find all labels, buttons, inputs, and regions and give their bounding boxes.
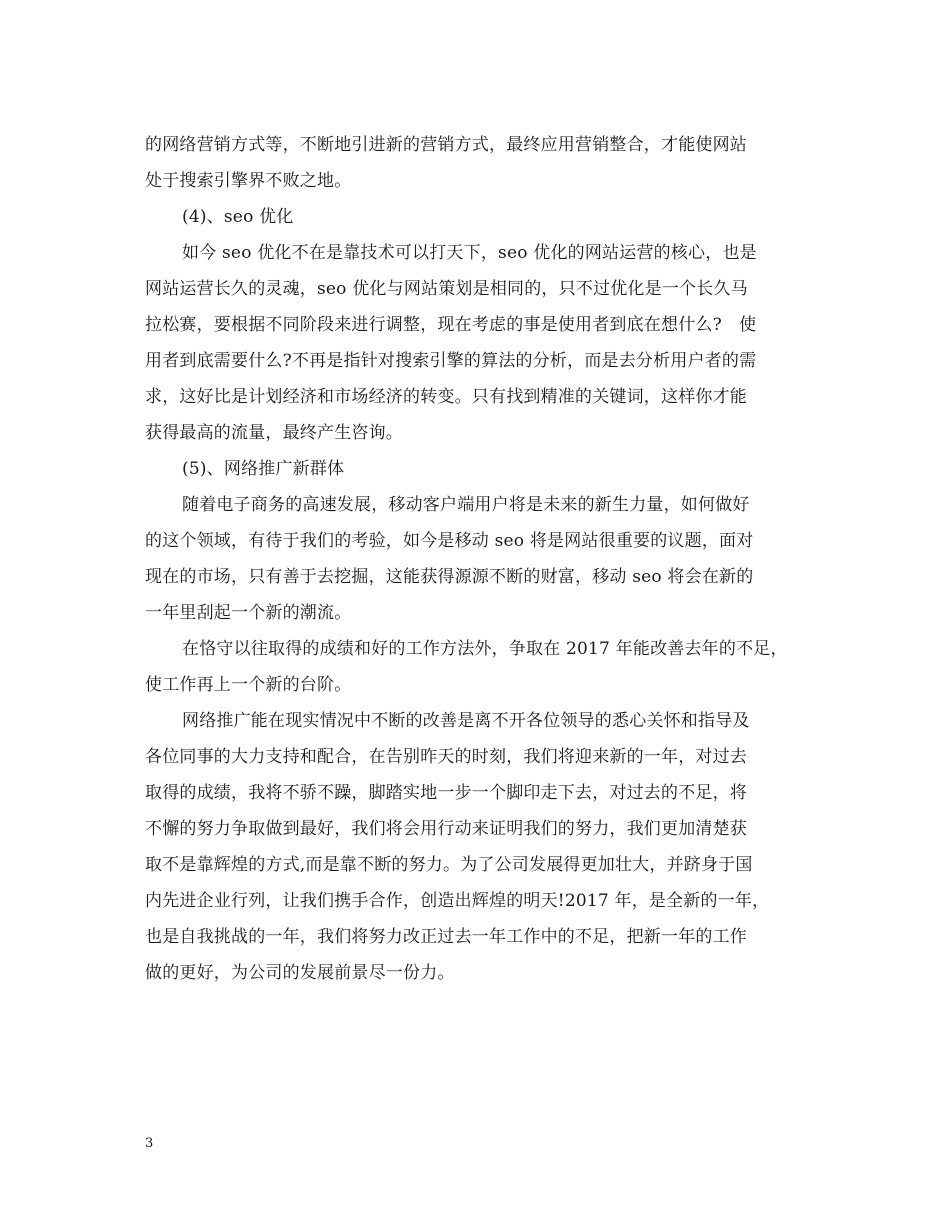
text-line: 处于搜索引擎界不败之地。 — [145, 171, 352, 191]
page-number: 3 — [145, 1136, 154, 1151]
text-line: 各位同事的大力支持和配合，在告别昨天的时刻，我们将迎来新的一年，对过去 — [145, 747, 747, 767]
section-heading: (4)、seo 优化 — [182, 207, 294, 227]
text-line: 也是自我挑战的一年，我们将努力改正过去一年工作中的不足，把新一年的工作 — [145, 927, 747, 947]
text-line: 如今 seo 优化不在是靠技术可以打天下，seo 优化的网站运营的核心，也是 — [182, 243, 757, 263]
text-line: 的网络营销方式等，不断地引进新的营销方式，最终应用营销整合，才能使网站 — [145, 135, 747, 155]
text-line: 求，这好比是计划经济和市场经济的转变。只有找到精准的关键词，这样你才能 — [145, 387, 747, 407]
text-line: 在恪守以往取得的成绩和好的工作方法外，争取在 2017 年能改善去年的不足， — [182, 639, 788, 659]
text-line: 取得的成绩，我将不骄不躁，脚踏实地一步一个脚印走下去，对过去的不足，将 — [145, 783, 747, 803]
text-line: 网络推广能在现实情况中不断的改善是离不开各位领导的悉心关怀和指导及 — [182, 711, 750, 731]
text-line: 一年里刮起一个新的潮流。 — [145, 603, 352, 623]
text-line: 拉松赛，要根据不同阶段来进行调整，现在考虑的事是使用者到底在想什么? 使 — [145, 315, 757, 335]
text-line: 做的更好，为公司的发展前景尽一份力。 — [145, 963, 455, 983]
text-line: 使工作再上一个新的台阶。 — [145, 675, 352, 695]
section-heading: (5)、网络推广新群体 — [182, 459, 345, 479]
text-line: 获得最高的流量，最终产生咨询。 — [145, 423, 403, 443]
text-line: 的这个领域，有待于我们的考验，如今是移动 seo 将是网站很重要的议题，面对 — [145, 531, 754, 551]
text-line: 用者到底需要什么?不再是指针对搜索引擎的算法的分析，而是去分析用户者的需 — [145, 351, 757, 371]
text-line: 不懈的努力争取做到最好，我们将会用行动来证明我们的努力，我们更加清楚获 — [145, 819, 747, 839]
text-line: 现在的市场，只有善于去挖掘，这能获得源源不断的财富，移动 seo 将会在新的 — [145, 567, 754, 587]
text-line: 取不是靠辉煌的方式,而是靠不断的努力。为了公司发展得更加壮大，并跻身于国 — [145, 855, 753, 875]
text-line: 网站运营长久的灵魂，seo 优化与网站策划是相同的，只不过优化是一个长久马 — [145, 279, 748, 299]
text-line: 内先进企业行列，让我们携手合作，创造出辉煌的明天!2017 年，是全新的一年， — [145, 891, 770, 911]
text-line: 随着电子商务的高速发展，移动客户端用户将是未来的新生力量，如何做好 — [182, 495, 750, 515]
